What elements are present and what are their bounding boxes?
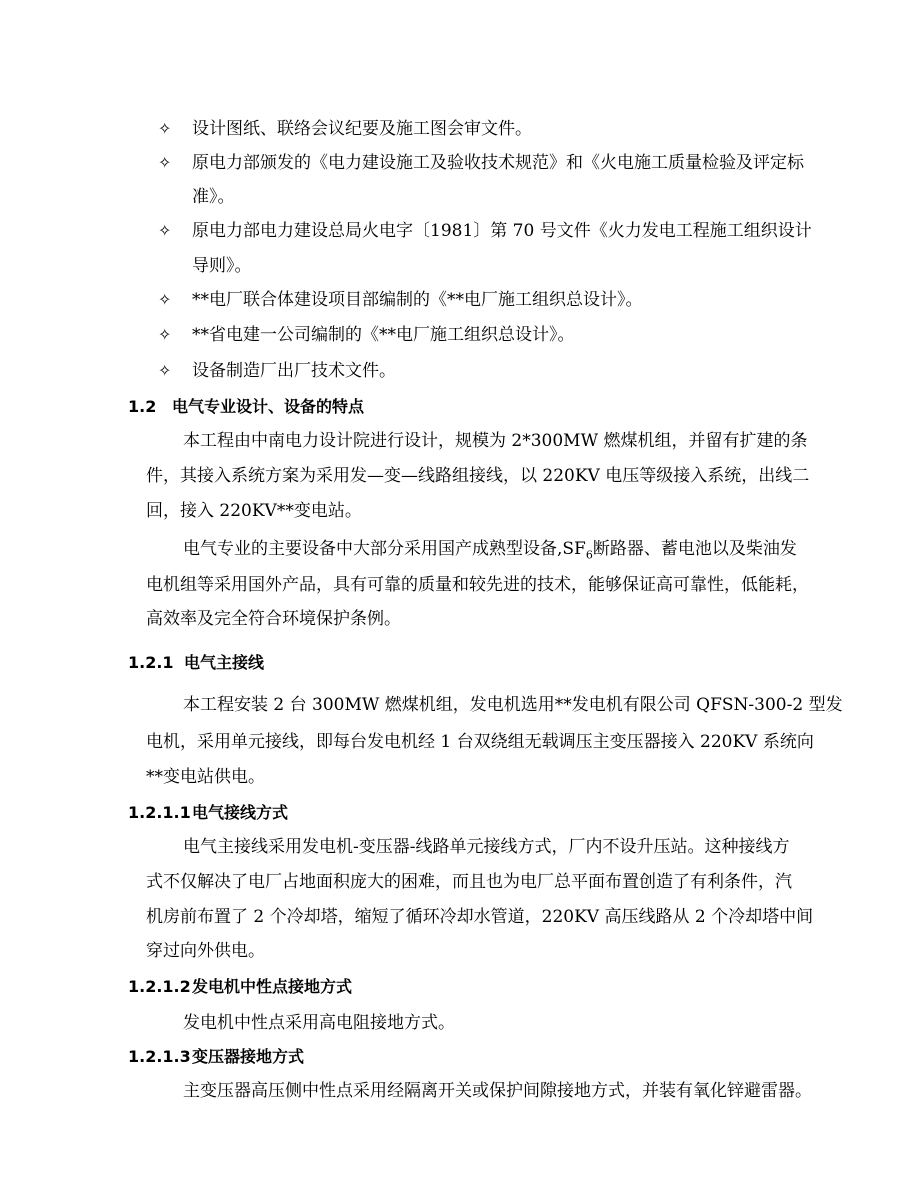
paragraph-line: 机房前布置了 2 个冷却塔，缩短了循环冷却水管道，220KV 高压线路从 2 个冷却塔中间 [146,907,814,927]
section-title: 电气主接线 [184,653,265,672]
section-title: 电气接线方式 [192,803,289,822]
section-number: 1.2.1.1 [128,803,191,822]
bullet-icon: ✧ [158,221,172,240]
section-heading [128,1046,304,1068]
bullet-text: 设备制造厂出厂技术文件。 [192,361,396,381]
paragraph-line: 电机组等采用国外产品，具有可靠的质量和较先进的技术，能够保证高可靠性，低能耗， [146,575,809,595]
bullet-text: 导则》。 [192,256,252,276]
paragraph-line: 件，其接入系统方案为采用发—变—线路组接线，以 220KV 电压等级接入系统，出线二 [146,466,810,486]
bullet-text: 设计图纸、联络会议纪要及施工图会审文件。 [192,119,532,139]
subscript: 6 [585,548,593,562]
section-number: 1.2 [128,397,157,416]
paragraph-line: 回，接入 220KV**变电站。 [146,501,362,521]
paragraph-line: 电机，采用单元接线，即每台发电机经 1 台双绕组无载调压主变压器接入 220KV 系统向 [146,732,814,752]
bullet-icon: ✧ [158,325,172,344]
paragraph-line: 电气主接线采用发电机-变压器-线路单元接线方式，厂内不设升压站。这种接线方 [183,837,790,857]
paragraph-line: 主变压器高压侧中性点采用经隔离开关或保护间隙接地方式，并装有氧化锌避雷器。 [183,1081,812,1101]
section-title: 变压器接地方式 [192,1047,305,1066]
section-heading [128,652,264,674]
bullet-icon: ✧ [158,290,172,309]
paragraph-line: 发电机中性点采用高电阻接地方式。 [183,1013,455,1033]
bullet-text: 原电力部颁发的《电力建设施工及验收技术规范》和《火电施工质量检验及评定标 [192,153,804,173]
section-heading [128,802,288,824]
paragraph-line: 式不仅解决了电厂占地面积庞大的困难，而且也为电厂总平面布置创造了有利条件，汽 [146,872,792,892]
bullet-text: **省电建一公司编制的《**电厂施工组织总设计》。 [192,325,575,345]
paragraph-line: 本工程由中南电力设计院进行设计，规模为 2*300MW 燃煤机组，并留有扩建的条 [183,431,808,451]
bullet-icon: ✧ [158,119,172,138]
bullet-icon: ✧ [158,361,172,380]
section-title: 电气专业设计、设备的特点 [172,397,365,416]
section-number: 1.2.1.2 [128,977,191,996]
bullet-text: **电厂联合体建设项目部编制的《**电厂施工组织总设计》。 [192,290,643,310]
section-heading [128,976,352,998]
bullet-icon: ✧ [158,153,172,172]
section-heading [128,396,364,418]
paragraph-line [183,538,797,560]
paragraph-line: **变电站供电。 [146,767,265,787]
bullet-text: 准》。 [192,187,235,207]
paragraph-line: 穿过向外供电。 [146,941,265,961]
text-run: 电气专业的主要设备中大部分采用国产成熟型设备,SF [183,539,586,559]
section-number: 1.2.1 [128,653,174,672]
bullet-text: 原电力部电力建设总局火电字〔1981〕第 70 号文件《火力发电工程施工组织设计 [192,221,812,241]
text-run: 断路器、蓄电池以及柴油发 [592,539,797,559]
paragraph-line: 高效率及完全符合环境保护条例。 [146,609,401,629]
paragraph-line: 本工程安装 2 台 300MW 燃煤机组，发电机选用**发电机有限公司 QFSN-300-2 型发 [183,695,843,715]
section-title: 发电机中性点接地方式 [192,977,353,996]
section-number: 1.2.1.3 [128,1047,191,1066]
